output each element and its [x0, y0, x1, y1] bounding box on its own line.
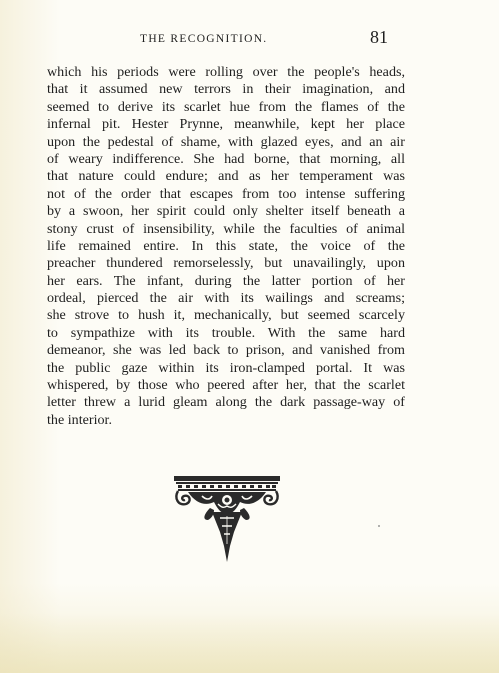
- text-line: demeanor, she was led back to prison, and vanished from: [47, 342, 405, 359]
- text-line: life remained entire. In this state, the voice of the: [47, 237, 405, 254]
- paper-speck: [378, 525, 380, 527]
- text-line: to sympathize with its trouble. With the same hard: [47, 324, 405, 341]
- text-line: ordeal, pierced the air with its wailings and screams;: [47, 290, 405, 307]
- text-line: infernal pit. Hester Prynne, meanwhile, kept her place: [47, 116, 405, 133]
- text-line: the public gaze within its iron-clamped portal. It was: [47, 359, 405, 376]
- text-line: stony crust of insensibility, while the faculties of animal: [47, 220, 405, 237]
- text-line: letter threw a lurid gleam along the dark passage-way of: [47, 394, 405, 411]
- body-paragraph: [47, 64, 405, 429]
- text-line: her ears. The infant, during the latter portion of her: [47, 272, 405, 289]
- text-line: preacher thundered remorselessly, but unavailingly, upon: [47, 255, 405, 272]
- running-head: THE RECOGNITION.: [140, 33, 268, 45]
- text-line: she strove to hush it, mechanically, but seemed scarcely: [47, 307, 405, 324]
- text-line: that nature could endure; and as her temperament was: [47, 168, 405, 185]
- text-line: that it assumed new terrors in their imagination, and: [47, 81, 405, 98]
- text-line: the interior.: [47, 411, 112, 428]
- text-line: upon the pedestal of shame, with glazed eyes, and an air: [47, 133, 405, 150]
- text-line: seemed to derive its scarlet hue from the flames of the: [47, 98, 405, 115]
- page-number: 81: [370, 27, 388, 47]
- text-line: not of the order that escapes from too intense suffering: [47, 185, 405, 202]
- text-line: by a swoon, her spirit could only shelter itself beneath a: [47, 203, 405, 220]
- text-line: which his periods were rolling over the people's heads,: [47, 64, 405, 80]
- text-line: of weary indifference. She had borne, that morning, all: [47, 150, 405, 167]
- text-line: whispered, by those who peered after her, that the scarlet: [47, 377, 405, 394]
- tailpiece-ornament-icon: [172, 474, 282, 566]
